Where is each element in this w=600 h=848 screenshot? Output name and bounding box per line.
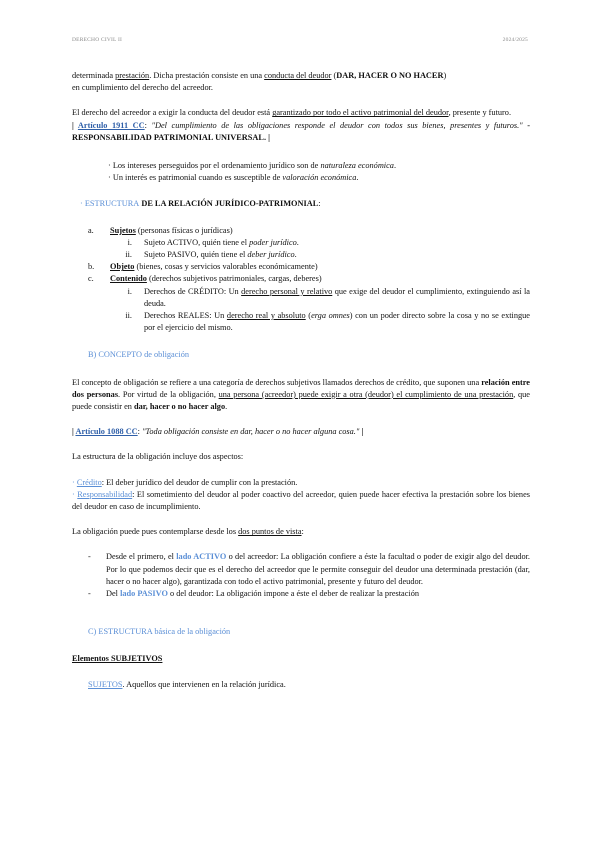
list-item-objeto: b. Objeto (bienes, cosas y servicios valorables económicamente) — [88, 262, 318, 272]
paragraph-garantia: El derecho del acreedor a exigir la conducta del deudor está garantizado por todo el activo patrimonial del deudor, presente y futuro. — [72, 108, 512, 118]
list-item-sujeto-activo: i. Sujeto ACTIVO, quién tiene el poder jurídico. — [127, 237, 299, 247]
list-item-sujeto-pasivo: ii. Sujeto PASIVO, quién tiene el deber jurídico. — [125, 250, 297, 260]
section-heading-estructura: · ESTRUCTURA DE LA RELACIÓN JURÍDICO-PATRIMONIAL: — [80, 199, 321, 209]
list-item-derechos-credito: i. Derechos de CRÉDITO: Un derecho personal y relativo que exige del deudor el cumplimiento, extinguiendo así la deuda. — [127, 286, 530, 308]
bullet-valoracion: · Un interés es patrimonial cuando es susceptible de valoración económica. — [108, 173, 359, 183]
document-body — [72, 70, 530, 691]
viewpoints-list — [72, 551, 530, 600]
viewpoint-lado-activo: - Desde el primero, el lado ACTIVO o del acreedor: La obligación confiere a éste la facultad o poder de exigir algo del deudor. Por lo que podemos decir que es el derecho del acreedor que le permite conseguir del deudor una determinada prestación (dar, hacer o no hacer algo), garantizada con todo el activo patrimonial, presente y futuro del deudor. — [88, 552, 530, 586]
article-1911-label: Artículo 1911 CC — [77, 120, 145, 130]
aspect-credito: · Crédito: El deber jurídico del deudor de cumplir con la prestación. — [72, 477, 298, 487]
header-year: 2024/2025 — [502, 37, 528, 43]
article-1088-label: Artículo 1088 CC — [75, 427, 138, 437]
viewpoint-lado-pasivo: - Del lado PASIVO o del deudor: La obligación impone a éste el deber de realizar la prestación — [88, 589, 420, 599]
list-item-sujetos: a. Sujetos (personas físicas o jurídicas) — [88, 225, 233, 235]
paragraph-dos-aspectos: La estructura de la obligación incluye dos aspectos: — [72, 452, 244, 462]
quote-articulo-1088: | Artículo 1088 CC: "Toda obligación consiste en dar, hacer o no hacer alguna cosa." | — [72, 427, 364, 437]
section-heading-concepto: B) CONCEPTO de obligación — [88, 350, 190, 360]
quote-articulo-1911: | Artículo 1911 CC: "Del cumplimiento de las obligaciones responde el deudor con todos sus bienes, presentes y futuros." - RESPONSABILIDAD PATRIMONIAL UNIVERSAL. | — [72, 120, 530, 142]
list-item-contenido: c. Contenido (derechos subjetivos patrimoniales, cargas, deberes) — [88, 274, 322, 284]
paragraph-concepto: El concepto de obligación se refiere a una categoría de derechos subjetivos llamados derechos de crédito, que suponen una relación entre dos personas. Por virtud de la obligación, una persona (acreedor) puede exigir a otra (deudor) el cumplimiento de una prestación, que puede consistir en dar, hacer o no hacer algo. — [72, 377, 530, 412]
heading-elementos-subjetivos: Elementos SUBJETIVOS — [72, 653, 163, 663]
paragraph-prestacion: determinada prestación. Dicha prestación consiste en una conducta del deudor (DAR, HACER O NO HACER) en cumplimiento del derecho del acreedor. — [72, 71, 447, 93]
paragraph-sujetos: SUJETOS. Aquellos que intervienen en la relación jurídica. — [88, 679, 286, 689]
interest-bullets — [72, 160, 530, 184]
bullet-naturaleza: · Los intereses perseguidos por el ordenamiento jurídico son de naturaleza económica. — [108, 161, 397, 171]
aspect-responsabilidad: · Responsabilidad: El sometimiento del deudor al poder coactivo del acreedor, quien puede hacer efectiva la prestación sobre los bienes del deudor en caso de incumplimiento. — [72, 489, 530, 512]
list-item-derechos-reales: ii. Derechos REALES: Un derecho real y absoluto (erga omnes) con un poder directo sobre la cosa y no se extingue por el ejercicio del mismo. — [125, 311, 530, 333]
paragraph-puntos-de-vista: La obligación puede pues contemplarse desde los dos puntos de vista: — [72, 527, 304, 537]
aspects-list — [72, 477, 530, 514]
structure-list — [72, 225, 530, 335]
header-subject: DERECHO CIVIL II — [72, 37, 123, 43]
section-heading-estructura-basica: C) ESTRUCTURA básica de la obligación — [88, 627, 231, 637]
